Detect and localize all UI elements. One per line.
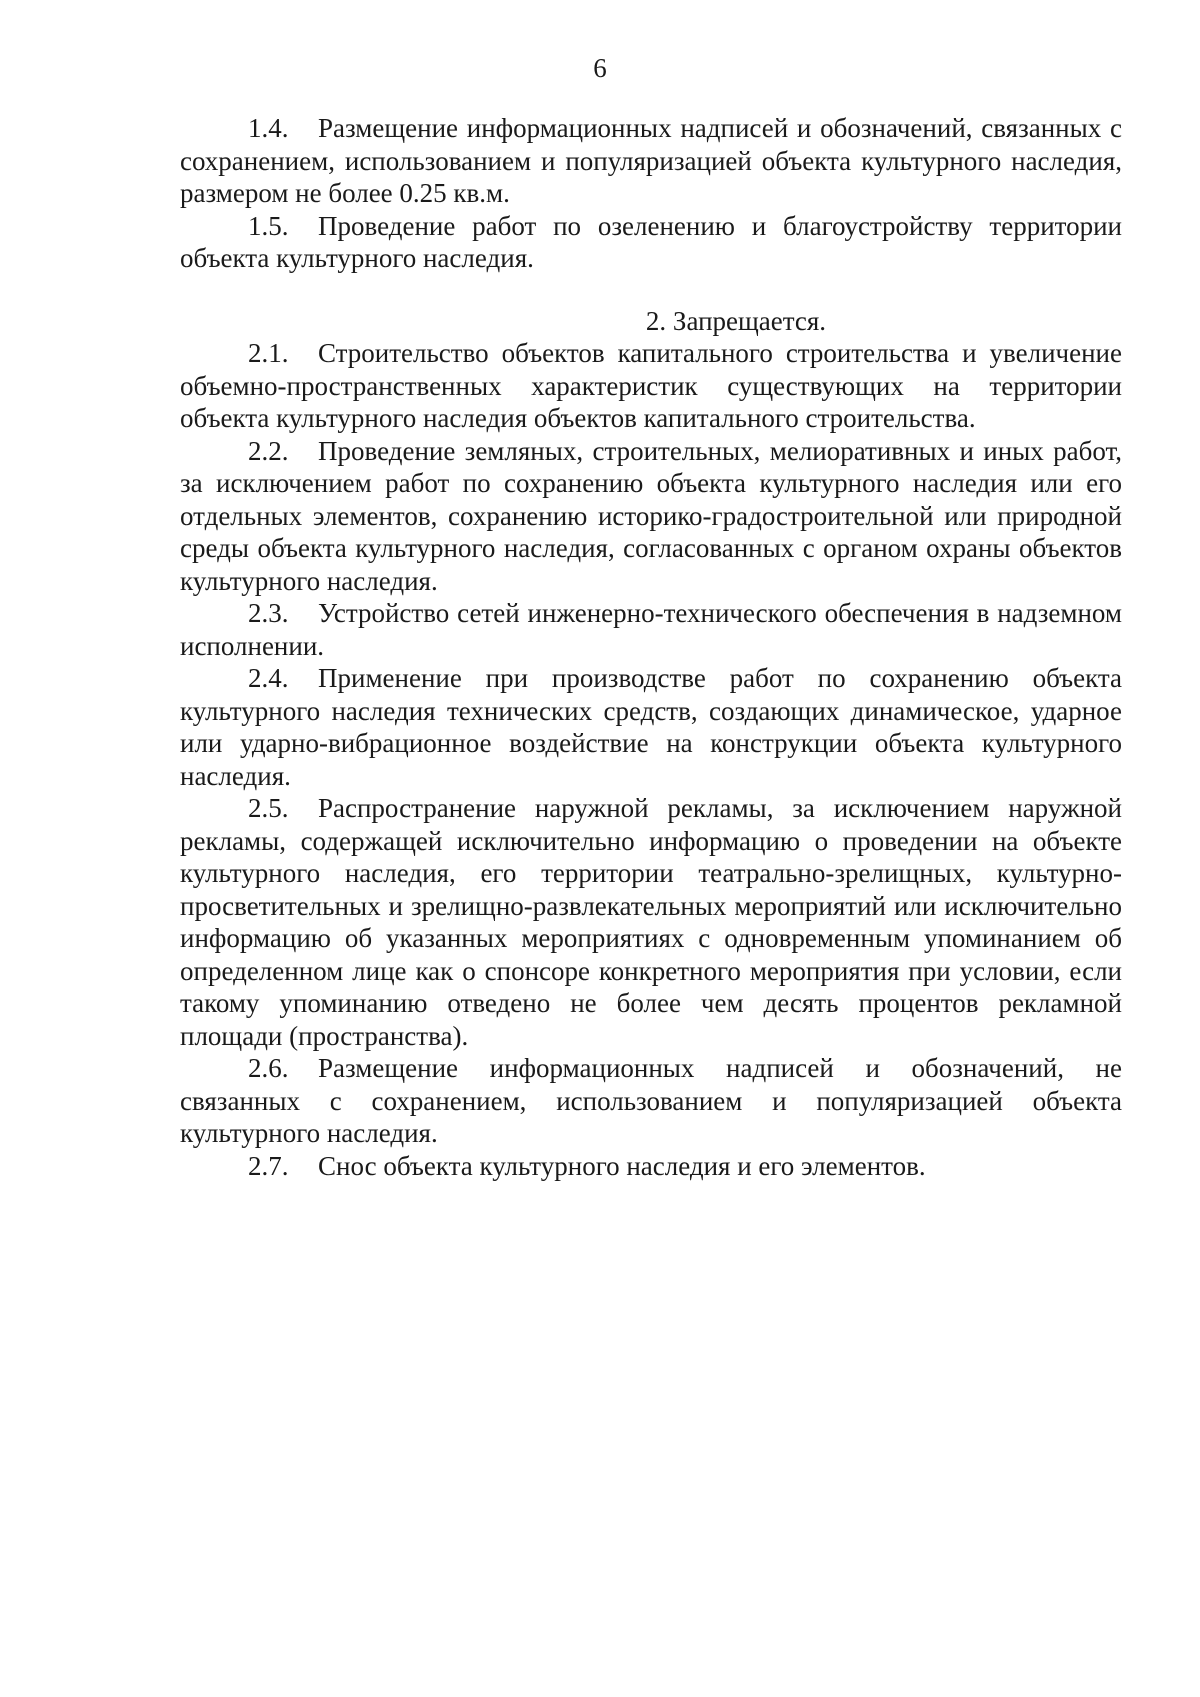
item-number: 2.2. xyxy=(248,435,289,466)
item-text: Применение при производстве работ по сохранению объекта культурного наследия технических средств, создающих динамическое, ударное или ударно-вибрационное воздействие на конструкции объекта культурного наследия. xyxy=(180,663,1122,791)
item-text: Распространение наружной рекламы, за исключением наружной рекламы, содержащей исключительно информацию о проведении на объекте культурного наследия, его территории театрально-зрелищных, культурно-просветительных и зрелищно-развлекательных мероприятий или исключительно информацию об указанных мероприятиях с одновременным упоминанием об определенном лице как о спонсоре конкретного мероприятия при условии, если такому упоминанию отведено не более чем десять процентов рекламной площади (пространства). xyxy=(180,793,1122,1051)
section-title: 2. Запрещается. xyxy=(645,305,827,336)
item-2-3 xyxy=(180,597,1122,662)
item-number: 2.3. xyxy=(248,598,289,628)
item-2-6 xyxy=(180,1052,1122,1150)
item-text: Строительство объектов капитального строительства и увеличение объемно-пространственных характеристик существующих на территории объекта культурного наследия объектов капитального строительства. xyxy=(180,338,1122,433)
item-text: Размещение информационных надписей и обозначений, не связанных с сохранением, использованием и популяризацией объекта культурного наследия. xyxy=(180,1053,1122,1148)
item-number: 2.5. xyxy=(248,793,289,823)
item-number: 2.1. xyxy=(248,338,289,368)
item-text: Размещение информационных надписей и обозначений, связанных с сохранением, использованием и популяризацией объекта культурного наследия, размером не более 0.25 кв.м. xyxy=(180,113,1122,208)
item-text: Снос объекта культурного наследия и его элементов. xyxy=(318,1150,926,1181)
item-number: 2.6. xyxy=(248,1053,289,1083)
item-1-4 xyxy=(180,112,1122,210)
item-2-1 xyxy=(180,337,1122,435)
item-text: Устройство сетей инженерно-технического обеспечения в надземном исполнении. xyxy=(180,598,1122,661)
page-number: 6 xyxy=(593,53,607,83)
item-number: 2.7. xyxy=(248,1150,289,1181)
item-2-2 xyxy=(180,435,1122,598)
item-number: 1.4. xyxy=(248,113,289,143)
item-text: Проведение земляных, строительных, мелиоративных и иных работ, за исключением работ по сохранению объекта культурного наследия или его отдельных элементов, сохранению историко-градостроительной или природной среды объекта культурного наследия, согласованных с органом охраны объектов культурного наследия. xyxy=(180,435,1122,596)
item-2-4 xyxy=(180,662,1122,792)
item-2-5 xyxy=(180,792,1122,1052)
document-body xyxy=(180,112,1122,1182)
item-text: Проведение работ по озеленению и благоустройству территории объекта культурного наследия. xyxy=(180,210,1122,273)
item-1-5 xyxy=(180,210,1122,275)
item-number: 1.5. xyxy=(248,210,289,241)
item-number: 2.4. xyxy=(248,663,289,693)
item-2-7 xyxy=(180,1150,1122,1183)
